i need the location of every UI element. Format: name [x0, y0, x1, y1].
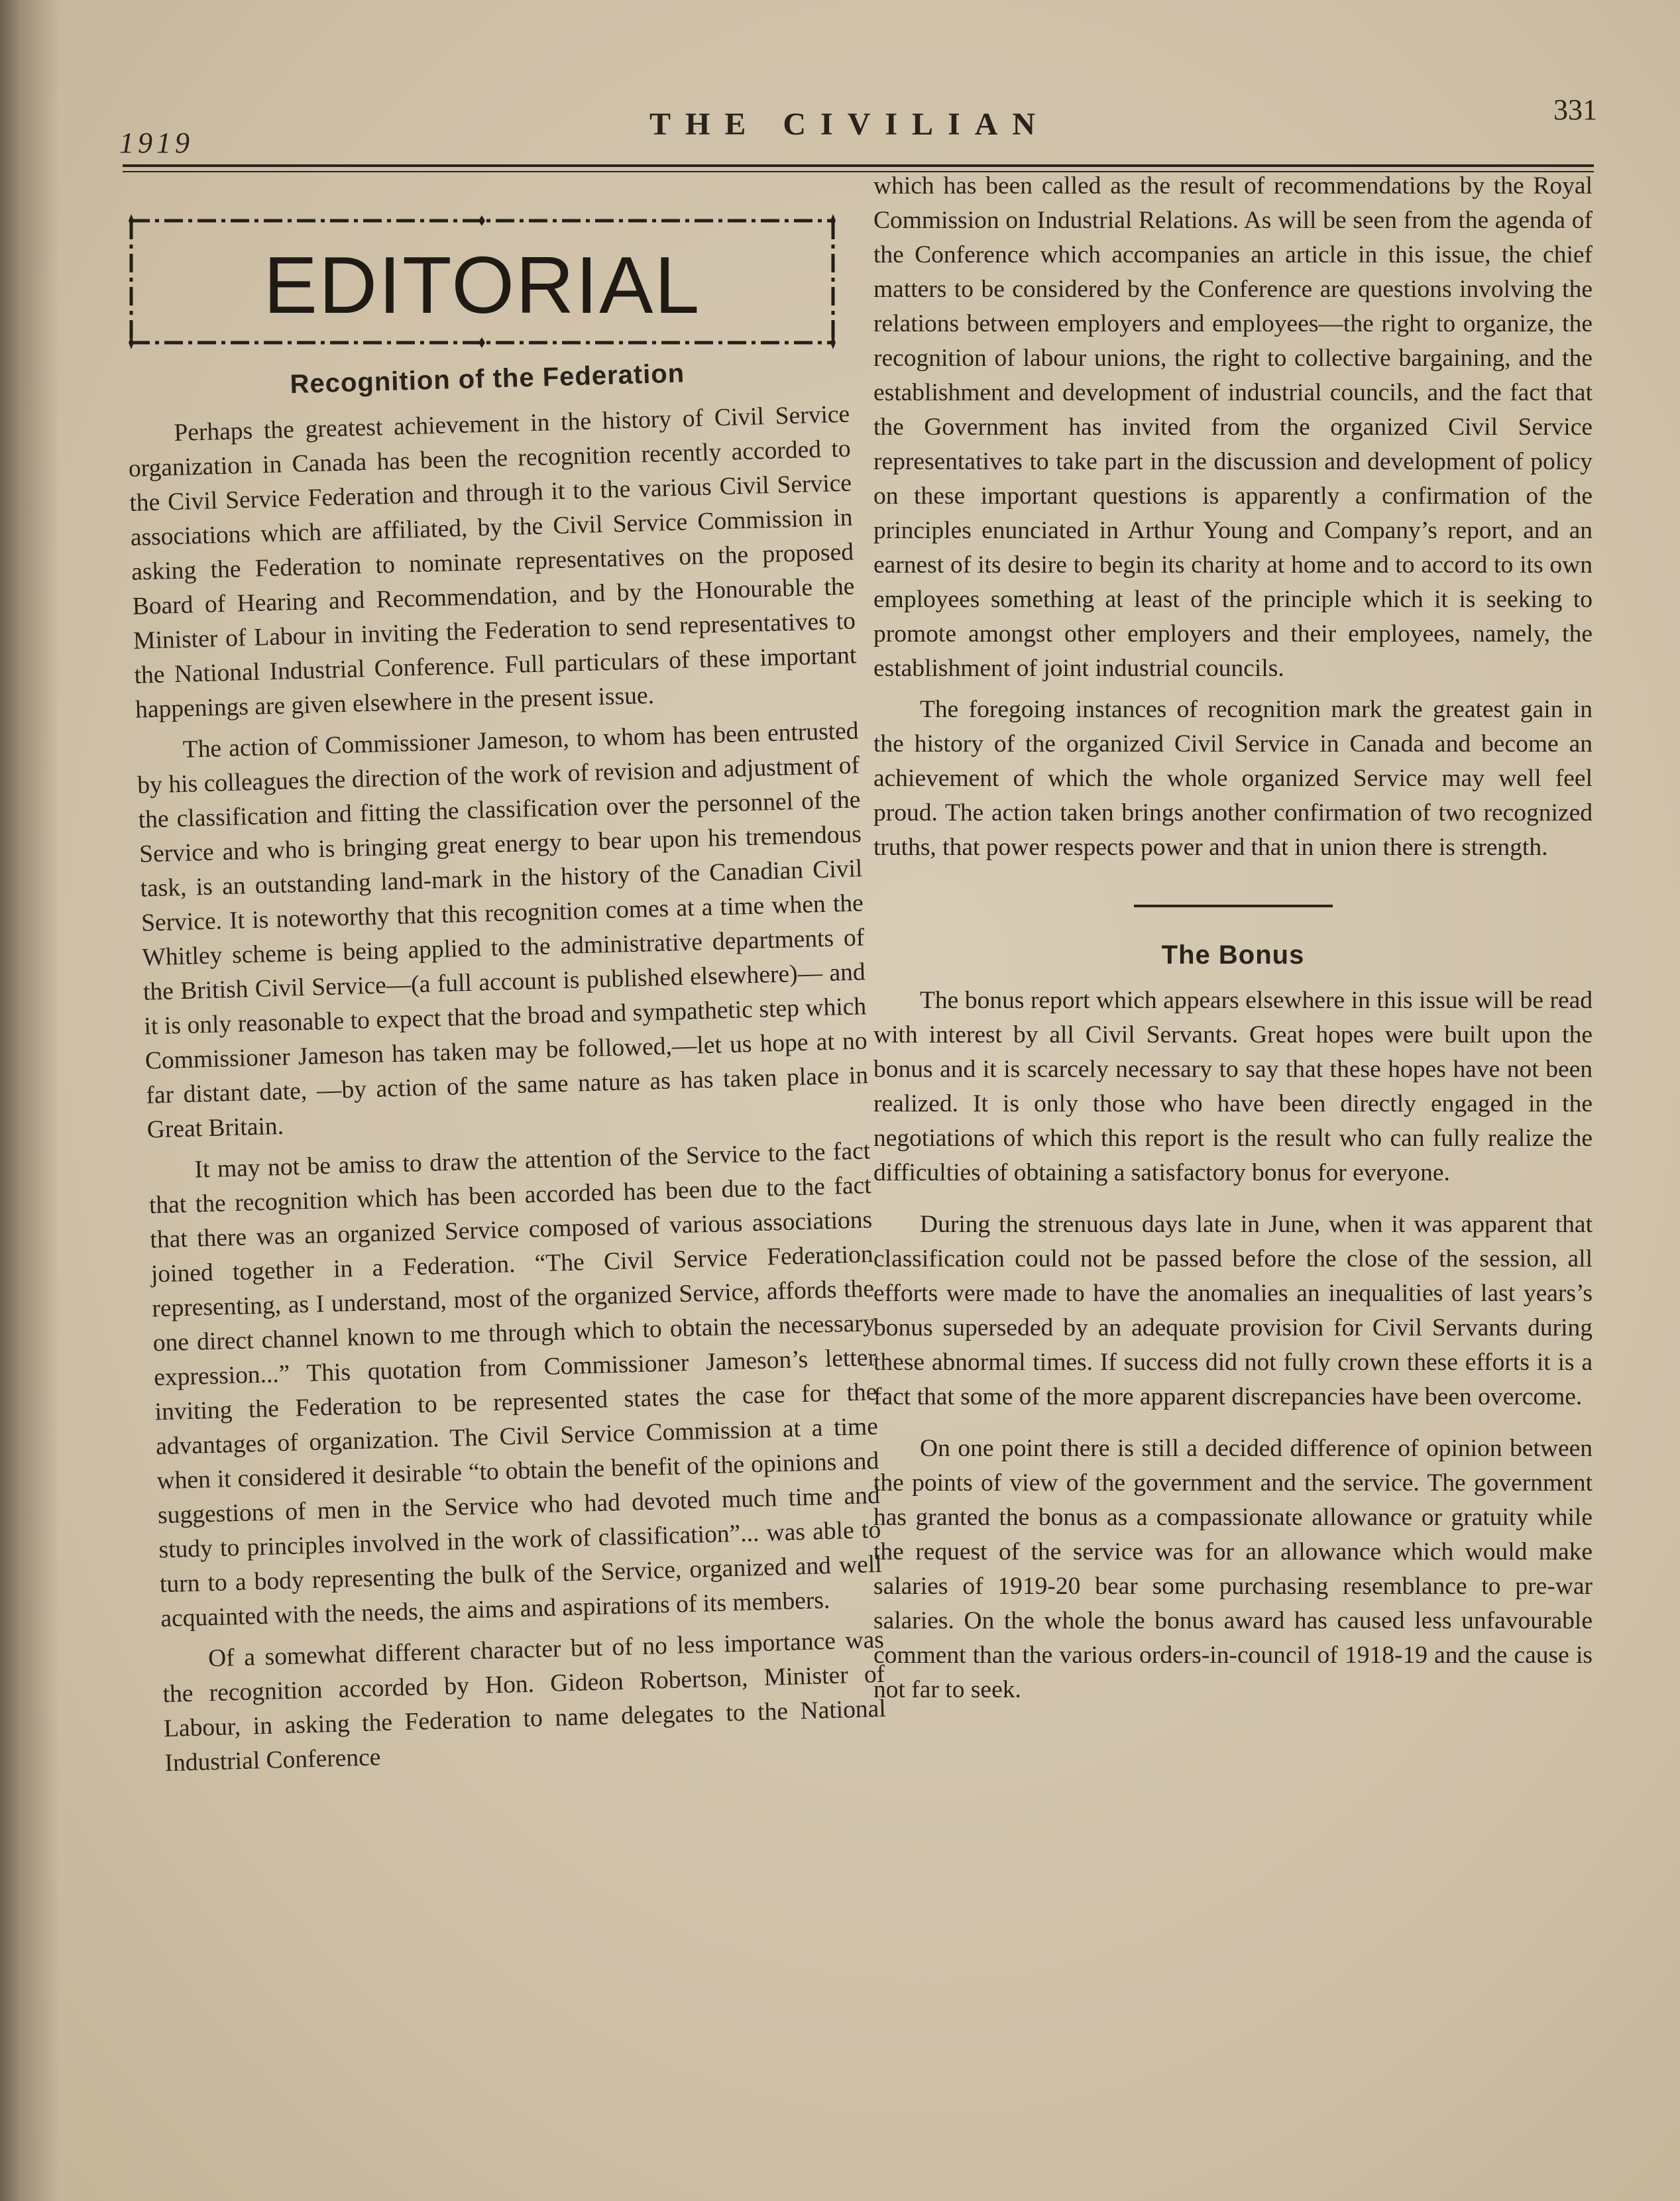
- article-paragraph: The action of Commissioner Jameson, to whom has been entrusted by his colleagues the direction of the work of revision and adjustment of the classification and fitting the classification over the personnel of the Service and who is bringing great energy to bear upon his tremendous task, is an outstanding land-mark in the history of the Canadian Civil Service. It is noteworthy that this recognition comes at a time when the Whitley scheme is being applied to the administrative departments of the British Civil Service—(a full account is published elsewhere)— and it is only reasonable to expect that the broad and sympathetic step which Commissioner Jameson has taken may be followed,—let us hope at no far distant date, —by action of the same nature as has taken place in Great Britain.: [137, 717, 869, 1144]
- right-column: [873, 169, 1593, 1724]
- header-rule: [123, 164, 1594, 167]
- article-paragraph: During the strenuous days late in June, when it was apparent that classification could not be passed before the close of the session, all efforts were made to have the anomalies an inequalities of last years’s bonus superseded by an adequate provision for Civil Servants during these abnormal times. If success did not fully crown these efforts it is a fact that some of the more apparent discrepancies have been overcome.: [873, 1211, 1593, 1410]
- article-title-recognition: Recognition of the Federation: [290, 359, 685, 400]
- article-paragraph: The bonus report which appears elsewhere in this issue will be read with interest by all Civil Servants. Great hopes were built upon the bonus and it is scarcely necessary to say that these hopes have not been realized. It is only those who have been directly engaged in the negotiations of which this report is the result who can fully realize the difficulties of obtaining a satisfactory bonus for everyone.: [873, 987, 1593, 1186]
- article-paragraph: It may not be amiss to draw the attention of the Service to the fact that the recognition which has been accorded has been due to the fact that there was an organized Service composed of various associations joined together in a Federation. “The Civil Service Federation representing, as I understand, most of the organized Service, affords the one direct channel known to me through which to obtain the necessary expression...” This quotation from Commissioner Jameson’s letter inviting the Federation to be represented states the case for the advantages of organization. The Civil Service Commission at a time when it considered it desirable “to obtain the benefit of the opinions and suggestions of men in the Service who had devoted much time and study to principles involved in the work of classification”... was able to turn to a body representing the bulk of the Service, organized and well acquainted with the needs, the aims and aspirations of its members.: [148, 1137, 883, 1633]
- editorial-heading: EDITORIAL: [263, 240, 701, 330]
- article-paragraph: Perhaps the greatest achievement in the history of Civil Service organization in Canada has been the recognition recently accorded to the Civil Service Federation and through it to the various Civil Service associations which are affiliated, by the Civil Service Commission in asking the Federation to nominate representatives on the proposed Board of Hearing and Recommendation, and by the Honourable the Minister of Labour in inviting the Federation to send representatives to the National Industrial Conference. Full particulars of these important happenings are given elsewhere in the present issue.: [128, 400, 857, 724]
- article-paragraph: Of a somewhat different character but of no less importance was the recognition accorded by Hon. Gideon Robertson, Minister of Labour, in asking the Federation to name delegates to the National Industrial Conference: [162, 1626, 887, 1778]
- binding-shadow: [0, 0, 60, 2201]
- left-column: [126, 199, 887, 1788]
- section-divider: [1134, 905, 1333, 907]
- page-year: 1919: [119, 127, 194, 159]
- article-title-bonus: The Bonus: [1161, 940, 1305, 970]
- article-paragraph-continued: which has been called as the result of recommendations by the Royal Commission on Industrial Relations. As will be seen from the agenda of the Conference which accompanies an article in this issue, the chief matters to be considered by the Conference are questions involving the relations between employers and employees—the right to organize, the recognition of labour unions, the right to collective bargaining, and the establishment and development of industrial councils, and the fact that the Government has invited from the organized Civil Service representatives to take part in the discussion and development of policy on these important questions is apparently a confirmation of the principles enunciated in Arthur Young and Company’s report, and an earnest of its desire to begin its charity at home and to accord to its own employees something at least of the principle which it is seeking to promote amongst other employers and their employees, namely, the establishment of joint industrial councils.: [873, 172, 1593, 682]
- running-head: [119, 93, 1597, 159]
- article-paragraph: On one point there is still a decided difference of opinion between the points of view of the government and the service. The government has granted the bonus as a compassionate allowance or gratuity while the request of the service was for an allowance which would make salaries of 1919-20 bear some purchasing resemblance to pre-war salaries. On the whole the bonus award has caused less unfavourable comment than the various orders-in-council of 1918-19 and the cause is not far to seek.: [873, 1435, 1593, 1703]
- article-recognition-left: [126, 355, 887, 1781]
- journal-title: THE CIVILIAN: [649, 107, 1050, 142]
- page-number: 331: [1553, 93, 1597, 126]
- editorial-banner: [126, 209, 838, 355]
- article-bonus: [873, 940, 1593, 1707]
- article-paragraph: The foregoing instances of recognition mark the greatest gain in the history of the organized Civil Service in Canada and become an achievement of which the whole organized Service may well feel proud. The action taken brings another confirmation of two recognized truths, that power respects power and that in union there is strength.: [873, 696, 1593, 861]
